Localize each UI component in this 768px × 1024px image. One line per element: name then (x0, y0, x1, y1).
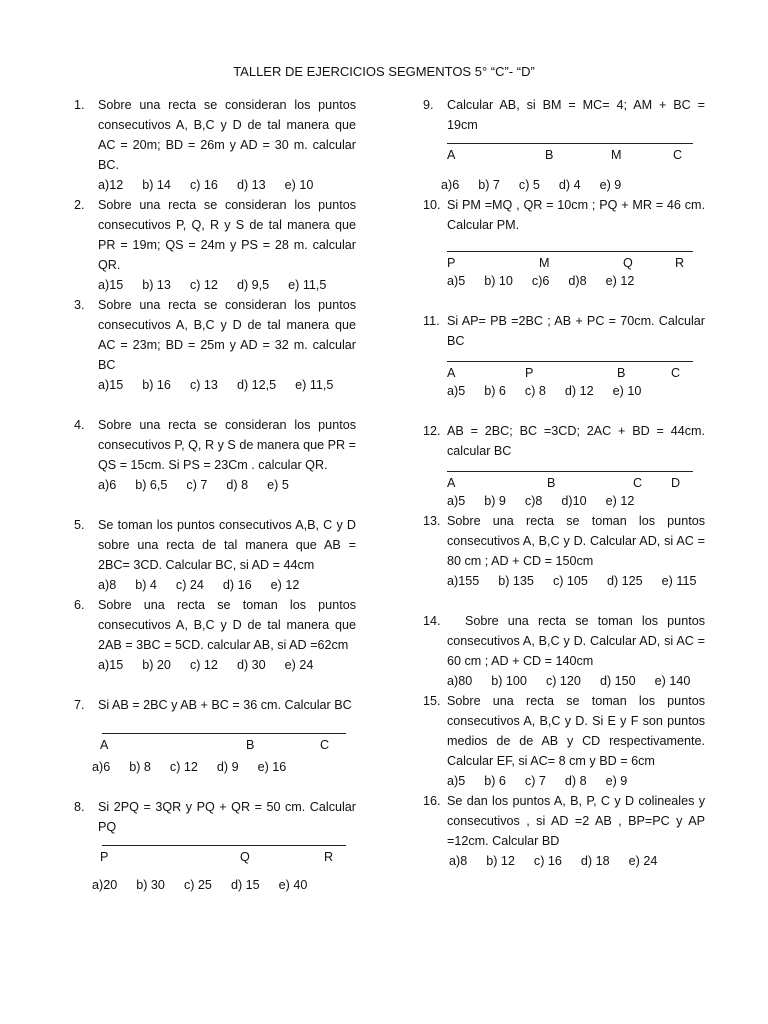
option-b: b) 6 (484, 774, 506, 788)
option-e: e) 9 (599, 178, 622, 192)
point-label: C (673, 148, 683, 162)
option-e: e) 16 (257, 760, 287, 774)
exercise-number: 3. (74, 298, 85, 312)
option-d: d) 15 (230, 878, 260, 892)
option-c: c)8 (524, 494, 543, 508)
option-e: e) 10 (612, 384, 642, 398)
option-b: b) 20 (142, 658, 171, 672)
option-c: c) 7 (524, 774, 546, 788)
answer-options (98, 575, 356, 595)
option-d: d) 13 (236, 178, 266, 192)
point-label: P (447, 256, 456, 270)
option-a: a)5 (447, 494, 466, 508)
answer-options (447, 571, 705, 591)
exercise-8 (74, 797, 356, 895)
exercise-number: 9. (423, 98, 434, 112)
point-label: M (539, 256, 550, 270)
exercise-statement: Sobre una recta se toman los puntos consecutivos A, B,C y D. Calcular AD, si AC = 60 cm ; AD + CD = 140cm (447, 614, 705, 668)
exercise-5 (74, 515, 356, 595)
option-b: b) 6 (484, 384, 506, 398)
option-e: e) 24 (284, 658, 314, 672)
exercise-number: 1. (74, 98, 85, 112)
exercise-number: 7. (74, 698, 85, 712)
exercise-statement: Sobre una recta se toman los puntos consecutivos A, B,C y D. Si E y F son puntos medios de de AB y CD respectivamente. Calcular EF, si AC= 8 cm y BD = 6cm (447, 694, 705, 768)
exercise-6 (74, 595, 356, 675)
exercise-statement: Sobre una recta se toman los puntos consecutivos A, B,C y D de tal manera que 2AB = 3BC = 5CD. calcular AB, si AD =62cm (98, 598, 356, 652)
exercise-statement: Si AB = 2BC y AB + BC = 36 cm. Calcular BC (98, 698, 352, 712)
segment-line (102, 845, 346, 846)
option-b: b) 8 (129, 760, 151, 774)
point-label: A (447, 148, 456, 162)
option-e: e) 11,5 (288, 278, 327, 292)
option-c: c) 120 (545, 674, 581, 688)
exercise-statement: Sobre una recta se consideran los puntos consecutivos P, Q, R y S de manera que PR = QS = 15cm. Si PS = 23Cm . calcular QR. (98, 418, 356, 472)
point-label: A (447, 476, 456, 490)
exercise-number: 2. (74, 198, 85, 212)
option-c: c) 13 (189, 378, 218, 392)
exercise-12 (423, 421, 705, 511)
exercise-statement: Se dan los puntos A, B, P, C y D colineales y consecutivos , si AD =2 AB , BP=PC y AP =12cm. Calcular BD (447, 794, 705, 848)
point-label: P (525, 366, 534, 380)
segment-line (447, 361, 693, 362)
option-e: e) 12 (605, 274, 635, 288)
option-e: e) 24 (628, 854, 658, 868)
answer-options (92, 875, 356, 895)
option-b: b) 30 (136, 878, 165, 892)
exercise-number: 13. (423, 514, 441, 528)
point-label: Q (240, 850, 250, 864)
option-d: d) 8 (564, 774, 587, 788)
exercise-statement: Calcular AB, si BM = MC= 4; AM + BC = 19cm (447, 98, 705, 132)
answer-options (98, 175, 356, 195)
exercise-number: 4. (74, 418, 85, 432)
exercise-statement: AB = 2BC; BC =3CD; 2AC + BD = 44cm. calcular BC (447, 424, 705, 458)
segment-figure (447, 251, 705, 271)
point-label: Q (623, 256, 633, 270)
exercise-15 (423, 691, 705, 791)
option-d: d) 8 (226, 478, 249, 492)
option-c: c) 5 (518, 178, 540, 192)
option-a: a)15 (98, 378, 124, 392)
left-column (74, 95, 356, 895)
answer-options (447, 381, 705, 401)
exercise-number: 16. (423, 794, 441, 808)
point-label: A (100, 738, 109, 752)
answer-options (98, 375, 356, 395)
point-label: B (246, 738, 255, 752)
answer-options (447, 771, 705, 791)
segment-figure (447, 361, 705, 381)
exercise-3 (74, 295, 356, 395)
option-c: c)6 (531, 274, 550, 288)
option-a: a)15 (98, 658, 124, 672)
option-d: d) 125 (606, 574, 643, 588)
option-e: e) 10 (284, 178, 314, 192)
option-b: b) 4 (135, 578, 157, 592)
point-label: B (547, 476, 556, 490)
exercise-16 (423, 791, 705, 871)
option-e: e) 40 (278, 878, 308, 892)
option-b: b) 100 (491, 674, 527, 688)
option-c: c) 16 (189, 178, 218, 192)
option-b: b) 7 (478, 178, 500, 192)
exercise-7 (74, 695, 356, 777)
answer-options (449, 851, 705, 871)
point-label: R (324, 850, 334, 864)
option-c: c) 105 (552, 574, 588, 588)
option-a: a)6 (98, 478, 117, 492)
exercise-statement: Sobre una recta se consideran los puntos consecutivos A, B,C y D de tal manera que AC = 23m; BD = 25m y AD = 32 m. calcular BC (98, 298, 356, 372)
segment-line (102, 733, 346, 734)
exercise-number: 11. (423, 314, 440, 328)
option-b: b) 135 (498, 574, 534, 588)
option-b: b) 13 (142, 278, 171, 292)
option-d: d) 12 (564, 384, 594, 398)
option-c: c) 24 (175, 578, 204, 592)
option-b: b) 10 (484, 274, 513, 288)
exercise-1 (74, 95, 356, 195)
right-column (423, 95, 705, 871)
option-a: a)6 (441, 178, 460, 192)
option-d: d) 12,5 (236, 378, 277, 392)
option-b: b) 14 (142, 178, 171, 192)
point-label: C (320, 738, 330, 752)
option-a: a)5 (447, 774, 466, 788)
worksheet-title: TALLER DE EJERCICIOS SEGMENTOS 5° “C”- “D” (233, 64, 535, 79)
option-c: c) 12 (189, 278, 218, 292)
option-a: a)155 (447, 574, 480, 588)
option-d: d) 9,5 (236, 278, 270, 292)
answer-options (98, 275, 356, 295)
point-label: B (617, 366, 626, 380)
option-a: a)5 (447, 384, 466, 398)
exercise-number: 5. (74, 518, 85, 532)
segment-figure (447, 471, 705, 491)
exercise-number: 10. (423, 198, 441, 212)
option-a: a)8 (98, 578, 117, 592)
option-e: e) 140 (654, 674, 691, 688)
exercise-14 (423, 611, 705, 691)
option-c: c) 8 (524, 384, 546, 398)
exercise-statement: Sobre una recta se toman los puntos consecutivos A, B,C y D. Calcular AD, si AC = 80 cm ; AD + CD = 150cm (447, 514, 705, 568)
option-e: e) 11,5 (295, 378, 334, 392)
exercise-13 (423, 511, 705, 591)
exercise-number: 15. (423, 694, 441, 708)
point-label: A (447, 366, 456, 380)
option-e: e) 115 (661, 574, 697, 588)
option-d: d) 30 (236, 658, 266, 672)
option-b: b) 12 (486, 854, 515, 868)
option-c: c) 7 (186, 478, 208, 492)
option-d: d) 16 (222, 578, 252, 592)
option-a: a)12 (98, 178, 124, 192)
exercise-9 (423, 95, 705, 195)
exercise-number: 6. (74, 598, 85, 612)
option-a: a)80 (447, 674, 473, 688)
segment-figure (447, 143, 705, 163)
answer-options (98, 655, 356, 675)
answer-options (447, 671, 705, 691)
option-a: a)8 (449, 854, 468, 868)
answer-options (447, 491, 705, 511)
exercise-statement: Si AP= PB =2BC ; AB + PC = 70cm. Calcular BC (447, 314, 705, 348)
point-label: B (545, 148, 554, 162)
exercise-statement: Se toman los puntos consecutivos A,B, C y D sobre una recta de tal manera que AB = 2BC= 3CD. Calcular BC, si AD = 44cm (98, 518, 356, 572)
segment-line (447, 143, 693, 144)
exercise-number: 8. (74, 800, 85, 814)
exercise-4 (74, 415, 356, 495)
exercise-number: 12. (423, 424, 441, 438)
answer-options (441, 175, 705, 195)
segment-line (447, 471, 693, 472)
option-c: c) 12 (189, 658, 218, 672)
option-e: e) 12 (605, 494, 635, 508)
option-e: e) 12 (270, 578, 300, 592)
point-label: P (100, 850, 109, 864)
answer-options (98, 475, 356, 495)
option-d: d) 150 (599, 674, 636, 688)
option-d: d)10 (561, 494, 587, 508)
option-a: a)6 (92, 760, 111, 774)
exercise-statement: Sobre una recta se consideran los puntos consecutivos A, B,C y D de tal manera que AC = 20m; BD = 26m y AD = 30 m. calcular BC. (98, 98, 356, 172)
option-c: c) 12 (169, 760, 198, 774)
option-e: e) 9 (605, 774, 628, 788)
option-a: a)20 (92, 878, 118, 892)
option-d: d) 9 (216, 760, 239, 774)
option-b: b) 6,5 (135, 478, 168, 492)
option-b: b) 9 (484, 494, 506, 508)
option-a: a)5 (447, 274, 466, 288)
option-c: c) 25 (183, 878, 212, 892)
point-label: D (671, 476, 681, 490)
exercise-10 (423, 195, 705, 291)
point-label: R (675, 256, 685, 270)
point-label: C (633, 476, 643, 490)
point-label: C (671, 366, 681, 380)
point-label: M (611, 148, 622, 162)
exercise-number: 14. (423, 614, 441, 628)
segment-figure (98, 845, 356, 865)
option-d: d) 18 (580, 854, 610, 868)
option-b: b) 16 (142, 378, 171, 392)
segment-figure (98, 723, 356, 752)
option-d: d)8 (568, 274, 587, 288)
answer-options (447, 271, 705, 291)
exercise-statement: Sobre una recta se consideran los puntos consecutivos P, Q, R y S de tal manera que PR = 19m; QS = 24m y PS = 28 m. calcular QR. (98, 198, 356, 272)
option-e: e) 5 (267, 478, 289, 492)
exercise-statement: Si PM =MQ , QR = 10cm ; PQ + MR = 46 cm. Calcular PM. (447, 198, 705, 232)
option-a: a)15 (98, 278, 124, 292)
answer-options (92, 757, 356, 777)
exercise-11 (423, 311, 705, 401)
exercise-2 (74, 195, 356, 295)
option-d: d) 4 (558, 178, 581, 192)
exercise-statement: Si 2PQ = 3QR y PQ + QR = 50 cm. Calcular PQ (98, 800, 356, 834)
segment-line (447, 251, 693, 252)
option-c: c) 16 (533, 854, 562, 868)
